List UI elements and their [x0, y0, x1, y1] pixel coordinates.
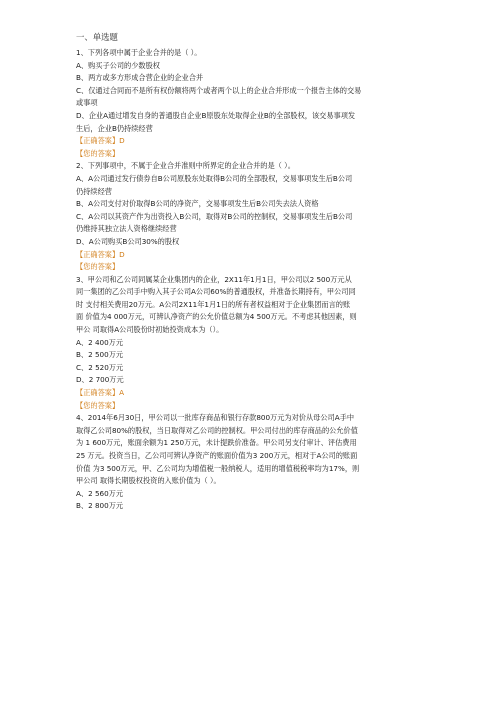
question-2-stem: 2、下列事项中，不属于企业合并准则中所界定的企业合并的是（ ）。 [76, 161, 295, 171]
question-3-option-a: A、2 400万元 [76, 337, 124, 347]
question-4-option-b: B、2 800万元 [76, 501, 124, 511]
document-page [76, 30, 428, 513]
question-3-stem-cont: 时 支付相关费用20万元。A公司2X11年1月1日的所有者权益相对于企业集团而言的账 [76, 299, 351, 309]
question-4-stem-cont: 甲公司 取得长期股权投资的入账价值为（ ）。 [76, 476, 221, 486]
question-2-option-d: D、A公司购买B公司30%的股权 [76, 236, 180, 246]
question-2-option-b: B、A公司支付对价取得B公司的净资产，交易事项发生后B公司失去法人资格 [76, 199, 319, 209]
question-4-stem-cont: 25 万元。投资当日，乙公司可辨认净资产的账面价值为3 200万元，相对于A公司的账面 [76, 451, 358, 460]
question-3-stem: 3、甲公司和乙公司同属某企业集团内的企业，2X11年1月1日，甲公司以2 500万元从 [76, 274, 352, 284]
question-1-option-d-cont: 生后，企业B仍持续经营 [76, 123, 153, 133]
question-2 [76, 160, 428, 273]
question-3-stem-cont: 甲公 司取得A公司股份时初始投资成本为（）。 [76, 325, 224, 335]
your-answer-label: 【您的答案】 [76, 262, 120, 272]
question-3-option-d: D、2 700万元 [76, 375, 124, 385]
correct-answer-label: 【正确答案】A [76, 388, 125, 398]
question-4 [76, 412, 428, 513]
question-2-option-a: A、A公司通过发行债券自B公司原股东处取得B公司的全部股权，交易事项发生后B公司 [76, 173, 353, 183]
question-4-option-a: A、2 560万元 [76, 488, 124, 498]
your-answer-label: 【您的答案】 [76, 400, 120, 410]
question-2-option-c: C、A公司以其资产作为出资投入B公司，取得对B公司的控制权，交易事项发生后B公司 [76, 211, 353, 221]
question-4-stem-cont: 为 1 600万元，账面余额为1 250万元，未计提跌价准备。甲公司另支付审计、评估费用 [76, 438, 357, 448]
question-3-stem-cont: 面 价值为4 000万元，可辨认净资产的公允价值总额为4 500万元。不考虑其他因素，则 [76, 312, 357, 322]
section-title: 一、单选题 [76, 32, 118, 42]
question-4-stem-cont: 价值 为3 500万元，甲、乙公司均为增值税一般纳税人，适用的增值税税率均为17%，则 [76, 463, 360, 473]
question-1-option-b: B、两方或多方形成合营企业的企业合并 [76, 73, 204, 83]
question-4-stem-cont: 取得乙公司80%的股权，当日取得对乙公司的控制权。甲公司付出的库存商品的公允价值 [76, 425, 358, 435]
your-answer-label: 【您的答案】 [76, 148, 120, 158]
question-1-stem: 1、下列各项中属于企业合并的是（ ）。 [76, 48, 202, 57]
correct-answer-label: 【正确答案】D [76, 136, 125, 146]
question-1-option-c: C、仅通过合同而不是所有权份额将两个或者两个以上的企业合并形成一个报告主体的交易 [76, 85, 362, 95]
question-1-option-a: A、购买子公司的少数股权 [76, 60, 160, 70]
question-4-stem: 4、2014年6月30日，甲公司以一批库存商品和银行存款800万元为对价从母公司A手中 [76, 413, 355, 423]
question-3 [76, 274, 428, 413]
question-3-stem-cont: 同一集团的乙公司手中购入其子公司A公司60%的普通股权，并准备长期持有，甲公司同 [76, 287, 356, 297]
question-3-option-c: C、2 520万元 [76, 362, 124, 372]
question-2-option-c-cont: 仍维持其独立法人资格继续经营 [76, 224, 177, 234]
correct-answer-label: 【正确答案】D [76, 249, 125, 259]
question-1-option-d: D、企业A通过增发自身的普通股自企业B原股东处取得企业B的全部股权，该交易事项发 [76, 110, 356, 120]
question-3-option-b: B、2 500万元 [76, 350, 124, 360]
question-1 [76, 47, 428, 160]
question-1-option-c-cont: 或事项 [76, 98, 98, 108]
question-2-option-a-cont: 仍持续经营 [76, 186, 112, 196]
